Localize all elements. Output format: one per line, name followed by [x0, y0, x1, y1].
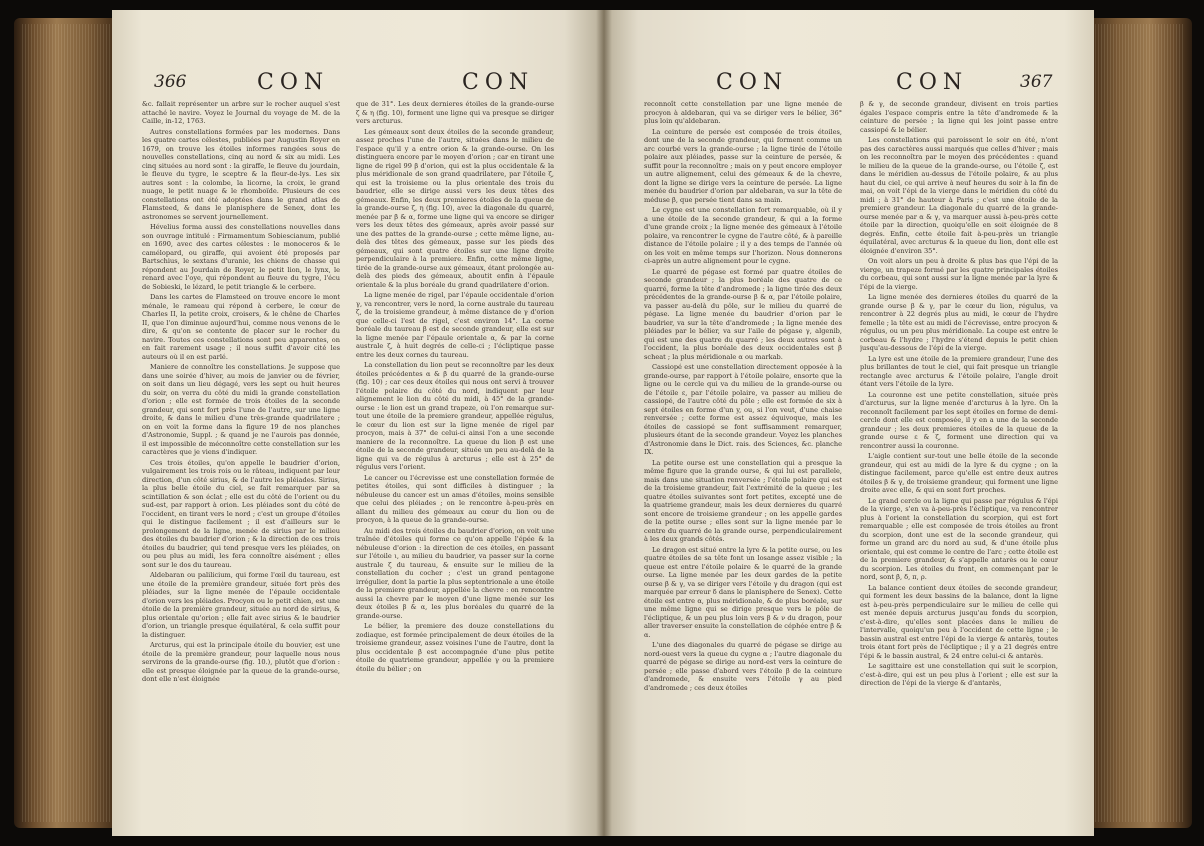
paragraph: Le cancer ou l'écrevisse est une constellation formée de petites étoiles, qui sont difficiles à distinguer ; la nébuleuse du cancer est un amas d'étoiles, moins sensible que celui des pléiades ; on le rencontre à-peu-près en allant du milieu des gémeaux au cœur du lion ou de procyon, à la queue de la grande-ourse.: [356, 473, 554, 524]
paragraph: Le quarré de pégase est formé par quatre étoiles de seconde grandeur ; la plus boréale des quatre de ce quarré, forme la tête d'andromede ; la ligne tirée des deux précédentes de la grande-ourse β & α, par l'étoile polaire, va passer au-delà du pôle, sur le milieu du quarré de pégase. La ligne menée du baudrier d'orion par le baudrier, va sur la tête d'andromede ; la ligne menée des pléiades par le bélier, va sur l'aile de pégase γ, algenib, qui est une des quatre du quarré ; les deux autres sont à l'occident, la plus boréale des deux occidentales est β scheat ; la plus méridionale α ou markab.: [644, 267, 842, 361]
paragraph: L'une des diagonales du quarré de pégase se dirige au nord-ouest vers la queue du cygne α ; l'autre diagonale du quarré de pégase se dirige au nord-est vers la ceinture de persée ; elle passe d'abord vers l'étoile β de la ceinture d'andromede, & ensuite vers l'étoile γ au pied d'andromede ; ces deux étoiles: [644, 641, 842, 692]
page-number: 366: [154, 72, 187, 92]
left-page-edges: [14, 18, 120, 828]
running-head-left: CON: [257, 70, 330, 95]
paragraph: La constellation du lion peut se reconnoître par les deux étoiles précédentes α & β du quarré de la grande-ourse (fig. 10) ; car ces deux étoiles qui nous ont servi à trouver l'étoile polaire du côté du nord, indiquent par leur alignement le lion du côté du midi, à 45° de la grande-ourse : le lion est un grand trapeze, où l'on remarque sur-tout une étoile de la premiere grandeur, appellée régulus, le cœur du lion est sur la ligne menée de rigel par procyon, mais à 37° de celui-ci ainsi l'on a une seconde maniere de la reconnoître. La queue du lion β est une étoile de la seconde grandeur, située un peu au-delà de la ligne qui va de régulus à arcturus ; elle est à 25° de régulus vers l'orient.: [356, 361, 554, 471]
paragraph: Les gémeaux sont deux étoiles de la seconde grandeur, assez proches l'une de l'autre, situées dans le milieu de l'espace qu'il y a entre orion & la grande-ourse. On les distinguera encore par le moyen d'orion ; car en tirant une ligne de rigel 99 β d'orion, qui est la plus occidentale & la plus méridionale de son grand quadrilatere, par l'étoile ζ, qui est la troisieme ou la plus orientale des trois du baudrier, elle se dirige aussi vers les deux têtes des gémeaux. Enfin, les deux premieres étoiles de la queue de la grande-ourse ζ, η (fig. 10), avec la diagonale du quarré, menée par β & α, forme une ligne qui va encore se diriger vers les deux têtes des gémeaux, après avoir passé sur une des pattes de la grande-ourse ; cette même ligne, au-delà des têtes des gémeaux, passe sur les pieds des gémeaux, qui sont quatre étoiles sur une ligne droite perpendiculaire à la premiere. Enfin, cette même ligne, tirée de la grande-ourse aux gémeaux, étant prolongée au-delà des pieds des gémeaux, aboutit enfin à l'épaule orientale & la plus boréale du grand quadrilatere d'orion.: [356, 127, 554, 289]
paragraph: β & γ, de seconde grandeur, divisent en trois parties égales l'espace compris entre la tête d'andromede & la ceinture de persée ; la ligne qui les joint passe entre cassiopé & le bélier.: [860, 100, 1058, 134]
left-column-2: [356, 100, 554, 822]
paragraph: Les constellations qui paroissent le soir en été, n'ont pas des caractères aussi marqués que celles d'hiver ; mais on les reconnoîtra par le moyen des précédentes : quand le milieu de la queue de la grande-ourse, ou l'étoile ζ, est dans le méridien au-dessus de l'étoile polaire, & au plus haut du ciel, ce qui arrive à neuf heures du soir à la fin de mai, on voit l'épi de la vierge dans le méridien du côté du midi ; à 31° de hauteur à Paris ; c'est une étoile de la premiere grandeur. La diagonale du quarré de la grande-ourse menée par α & γ, va marquer aussi à-peu-près cette étoile par la direction, quoiqu'elle en soit éloignée de 8 degrés. Enfin, cette étoile fait à-peu-près un triangle équilatéral, avec arcturus & la queue du lion, dont elle est éloignée d'environ 35°.: [860, 136, 1058, 255]
running-head-right: CON: [896, 70, 969, 95]
paragraph: La lyre est une étoile de la premiere grandeur, l'une des plus brillantes de tout le ciel, qui fait presque un triangle rectangle avec arcturus & l'étoile polaire, l'angle droit étant vers l'étoile de la lyre.: [860, 354, 1058, 388]
paragraph: L'aigle contient sur-tout une belle étoile de la seconde grandeur, qui est au midi de la lyre & du cygne ; on la distingue facilement, parce qu'elle est entre deux autres étoiles β & γ, de troisieme grandeur, qui forment une ligne droite avec elle, & qui en sont fort proches.: [860, 452, 1058, 494]
paragraph: Hévelius forma aussi des constellations nouvelles dans son ouvrage intitulé : Firmamentum Sobiescianum, publié en 1690, avec des cartes célestes : le monoceros & le camélopard, ou giraffe, qui avoient été proposés par Bartschius, le sextans d'uranie, les chiens de chasse qui répondent au Jourdain de Royer, le petit lion, le lynx, le renard avec l'oye, qui répondent au fleuve du tygre, l'écu de Sobieski, le lézard, le petit triangle & le cerbere.: [142, 223, 340, 291]
left-page: [112, 10, 604, 836]
paragraph: Le sagittaire est une constellation qui suit le scorpion, c'est-à-dire, qui est un peu plus à l'orient ; elle est sur la direction de l'épi de la vierge & d'antarès,: [860, 662, 1058, 687]
page-number: 367: [1020, 72, 1053, 92]
paragraph: La ligne menée des dernieres étoiles du quarré de la grande ourse β & γ, par le cœur du lion, régulus, va rencontrer à 22 degrés plus au midi, le cœur de l'hydre femelle ; la tête est au midi de l'écrevisse, entre procyon & régulus, ou un peu plus méridionale. La coupe est entre le corbeau & l'hydre ; l'hydre s'étend depuis le petit chien jusqu'au-dessous de l'épi de la vierge.: [860, 293, 1058, 352]
left-page-header: [112, 70, 604, 100]
right-column-2: [860, 100, 1058, 822]
paragraph: que de 31°. Les deux dernieres étoiles de la grande-ourse ζ & η (fig. 10), forment une ligne qui va presque se diriger vers arcturus.: [356, 100, 554, 125]
paragraph: &c. fallait représenter un arbre sur le rocher auquel s'est attaché le navire. Voyez le Journal du voyage de M. de la Caille, in-12, 1763.: [142, 100, 340, 125]
paragraph: Arcturus, qui est la principale étoile du bouvier, est une étoile de la première grandeur, pour laquelle nous nous servirons de la grande-ourse (fig. 10.), plutôt que d'orion : elle est presque éloignée par la queue de la grande-ourse, dont elle n'est éloignée: [142, 641, 340, 683]
right-column-1: [644, 100, 842, 822]
paragraph: La balance contient deux étoiles de seconde grandeur, qui forment les deux bassins de la balance, dont la ligne est à-peu-près perpendiculaire sur le milieu de celle qui est menée depuis arcturus jusqu'au fonds du scorpion, c'est-à-dire, qu'elles sont placées dans le milieu de l'intervalle, quoiqu'un peu à l'occident de cette ligne ; le bassin austral est entre l'épi de la vierge & antarès, toutes trois étant fort près de l'écliptique ; il y a 21 degrés entre l'épi & le bassin austral, & 24 entre celui-ci & antarès.: [860, 583, 1058, 660]
paragraph: La couronne est une petite constellation, située près d'arcturus, sur la ligne menée d'arcturus à la lyre. On la reconnoît facilement par les sept étoiles en forme de demi-cercle dont elle est composée, il y en a une de la seconde grandeur ; les deux premieres étoiles de la queue de la grande ourse ε & ζ, forment une direction qui va rencontrer aussi la couronne.: [860, 390, 1058, 450]
paragraph: reconnoît cette constellation par une ligne menée de procyon à aldebaran, qui va se diriger vers le bélier, 36° plus loin qu'aldebaran.: [644, 100, 842, 125]
paragraph: Cassiopé est une constellation directement opposée à la grande-ourse, par rapport à l'étoile polaire, ensorte que la ligne ou le cercle qui va du milieu de la grande-ourse ou de l'étoile ε, par l'étoile polaire, va passer au milieu de cassiopé, de l'autre côté du pôle ; elle est formée de six à sept étoiles en forme d'un y, ou, si l'on veut, d'une chaise renversée ; cette forme est assez équivoque, mais les étoiles de cassiopé se font suffisamment remarquer, plusieurs étant de la seconde grandeur. Voyez les planches d'Astronomie dans le Dict. rais. des Sciences, &c. planche IX.: [644, 363, 842, 456]
paragraph: La petite ourse est une constellation qui a presque la même figure que la grande ourse, & qui lui est parallele, mais dans une situation renversée ; l'étoile polaire qui est de la troisieme grandeur, fait l'extrémité de la queue ; les quatre étoiles suivantes sont fort petites, excepté une de la quatrieme grandeur, mais les deux dernieres du quarré sont encore de troisieme grandeur ; on les appelle gardes de la petite ourse ; elles sont sur la ligne menée par le centre du quarré de la grande ourse, perpendiculairement à les deux grands côtés.: [644, 458, 842, 543]
paragraph: Le grand cercle ou la ligne qui passe par régulus & l'épi de la vierge, s'en va à-peu-près l'écliptique, va rencontrer plus à l'orient la constellation du scorpion, qui est fort remarquable ; elle est composée de trois étoiles au front du scorpion, dont une est de la seconde grandeur, qui forme un grand arc du nord au sud, & d'une étoile plus orientale, qui est comme le centre de l'arc ; cette étoile est de la premiere grandeur, & s'appelle antarès ou le cœur du scorpion. Les étoiles du front, en commençant par le nord, sont β, δ, π, ρ.: [860, 496, 1058, 581]
running-head-right: CON: [462, 70, 535, 95]
right-page-edges: [1086, 18, 1192, 828]
paragraph: La ceinture de persée est composée de trois étoiles, dont une de la seconde grandeur, qui forment comme un arc courbé vers la grande-ourse ; la ligne tirée de l'étoile polaire aux pléiades, passe sur la ceinture de persée, & suffit pour la reconnoître ; mais on y peut encore employer un autre alignement, celui des gémeaux & de la chevre, dont la ligne se dirige vers la ceinture de persée. La ligne menée du baudrier d'orion par aldebaran, va sur la tête de méduse β, que persée tient dans sa main.: [644, 127, 842, 204]
left-column-1: [142, 100, 340, 822]
paragraph: Maniere de connoître les constellations. Je suppose que dans une soirée d'hiver, au mois de janvier ou de février, on soit dans un lieu dégagé, vers les sept ou huit heures du soir, on verra du côté du midi la grande constellation d'orion ; elle est formée de trois étoiles de la seconde grandeur, qui sont fort près l'une de l'autre, sur une ligne droite, & dans le milieu d'une très-grande quadrilatere ; on en voit la forme dans la figure 19 de nos planches d'Astronomie, Suppl. ; & quand je ne l'aurois pas donnée, il est impossible de méconnoître cette constellation sur les caractères que je viens d'indiquer.: [142, 363, 340, 456]
right-page-header: [604, 70, 1094, 100]
paragraph: Autres constellations formées par les modernes. Dans les quatre cartes célestes, publiées par Augustin Royer en 1679, on trouve les étoiles informes rangées sous de nouvelles constellations, cinq au nord & six au midi. Les cinq situées au nord sont : la giraffe, le fleuve du jourdain, le fleuve du tygre, le sceptre & la fleur-de-lys. Les six autres sont : la colombe, la licorne, la croix, le grand nuage, le petit nuage & le rhomboïde. Plusieurs de ces constellations ont été adoptées dans le grand atlas de Flamsteed, & dans le planisphere de Senex, dont les astronomes se servent journellement.: [142, 127, 340, 221]
paragraph: La ligne menée de rigel, par l'épaule occidentale d'orion γ, va rencontrer, vers le nord, la corne australe du taureau ζ, de la troisieme grandeur, à même distance de γ d'orion que celle-ci l'est de rigel, c'est environ 14°. La corne boréale du taureau β est de seconde grandeur, elle est sur la ligne menée par l'épaule orientale α, & par la corne australe ζ, à huit degrés de celle-ci ; l'écliptique passe entre les deux cornes du taureau.: [356, 291, 554, 359]
book-gutter: [596, 10, 612, 836]
paragraph: Le dragon est situé entre la lyre & la petite ourse, ou les quatre étoiles de sa tête font un losange assez visible ; la queue est entre l'étoile polaire & le quarré de la grande ourse. La ligne menée par les deux gardes de la petite ourse β & γ, va se diriger vers l'étoile γ du dragon (qui est marquée par erreur δ dans le planisphere de Senex). Cette étoile est entre α, plus méridionale, & de plus boréale, sur une même ligne qui se dirige presque vers le pôle de l'écliptique, & un peu plus loin vers β & ν du dragon, pour aller traverser ensuite la constellation de céphée entre β & α.: [644, 545, 842, 639]
paragraph: Le bélier, la premiere des douze constellations du zodiaque, est formée principalement de deux étoiles de la troisieme grandeur, assez voisines l'une de l'autre, dont la plus occidentale β est accompagnée d'une plus petite étoile de quatrieme grandeur, appellée γ ou la premiere étoile du bélier ; on: [356, 622, 554, 673]
paragraph: Dans les cartes de Flamsteed on trouve encore le mont ménale, le rameau qui répond à cerbere, le cœur de Charles II, la petite croix, croisers, & le chêne de Charles II, que l'on diminue aujourd'hui, comme nous venons de le dire, & qu'on se contente de placer sur le rocher du navire. Toutes ces constellations sont peu apparentes, on en fait rarement usage ; il nous suffit d'avoir cité les auteurs où il en est parlé.: [142, 293, 340, 361]
paragraph: Au midi des trois étoiles du baudrier d'orion, on voit une traînée d'étoiles qui forme ce qu'on appelle l'épée & la nébuleuse d'orion : la direction de ces étoiles, en passant sur l'étoile ι, au milieu du baudrier, va passer sur la corne australe ζ du taureau, & ensuite sur le milieu de la constellation du cocher ; c'est un grand pentagone irrégulier, dont la partie la plus septentrionale a une étoile de la premiere grandeur, appellée la chevre : on rencontre aussi la chevre par le moyen d'une ligne menée sur les deux étoiles β & α, les plus boréales du quarré de la grande-ourse.: [356, 526, 554, 620]
paragraph: Aldebaran ou palilicium, qui forme l'œil du taureau, est une étoile de la première grandeur, située fort près des pléiades, sur la ligne menée de l'épaule occidentale d'orion vers les pléiades. Procyon ou le petit chien, est une étoile de la première grandeur, située au nord de sirius, & plus orientale qu'orion ; elle fait avec sirius & le baudrier d'orion, un triangle presque équilatéral, & cela suffit pour la distinguer.: [142, 571, 340, 639]
paragraph: Le cygne est une constellation fort remarquable, où il y a une étoile de la seconde grandeur, & qui a la forme d'une grande croix ; la ligne menée des gémeaux à l'étoile polaire, va rencontrer le cygne de l'autre côté, & à pareille distance de l'étoile polaire ; il y a des temps de l'année où on les voit en même temps sur l'horizon. Nous donnerons ci-après un autre alignement pour le cygne.: [644, 206, 842, 265]
paragraph: On voit alors un peu à droite & plus bas que l'épi de la vierge, un trapeze formé par les quatre principales étoiles du corbeau, qui sont aussi sur la ligne menée par la lyre & l'épi de la vierge.: [860, 257, 1058, 291]
running-head-left: CON: [716, 70, 789, 95]
right-page: [604, 10, 1094, 836]
paragraph: Ces trois étoiles, qu'on appelle le baudrier d'orion, vulgairement les trois rois ou le râteau, indiquent par leur direction, d'un côté sirius, & de l'autre les pléiades. Sirius, la plus belle étoile du ciel, se fait remarquer par sa scintillation & son éclat ; elle est du côté de l'orient ou du sud-est, par rapport à orion. Les pléiades sont du côté de l'occident, en tirant vers le nord ; c'est un groupe d'étoiles qui le distingue facilement ; il est d'ailleurs sur le prolongement de la ligne, menée de sirius par le milieu des étoiles du baudrier d'orion ; & la direction de ces trois étoiles du baudrier, qui tend presque vers les pléiades, on ou peu plus au midi, les fera connoître aisément ; elles sont sur le dos du taureau.: [142, 458, 340, 569]
